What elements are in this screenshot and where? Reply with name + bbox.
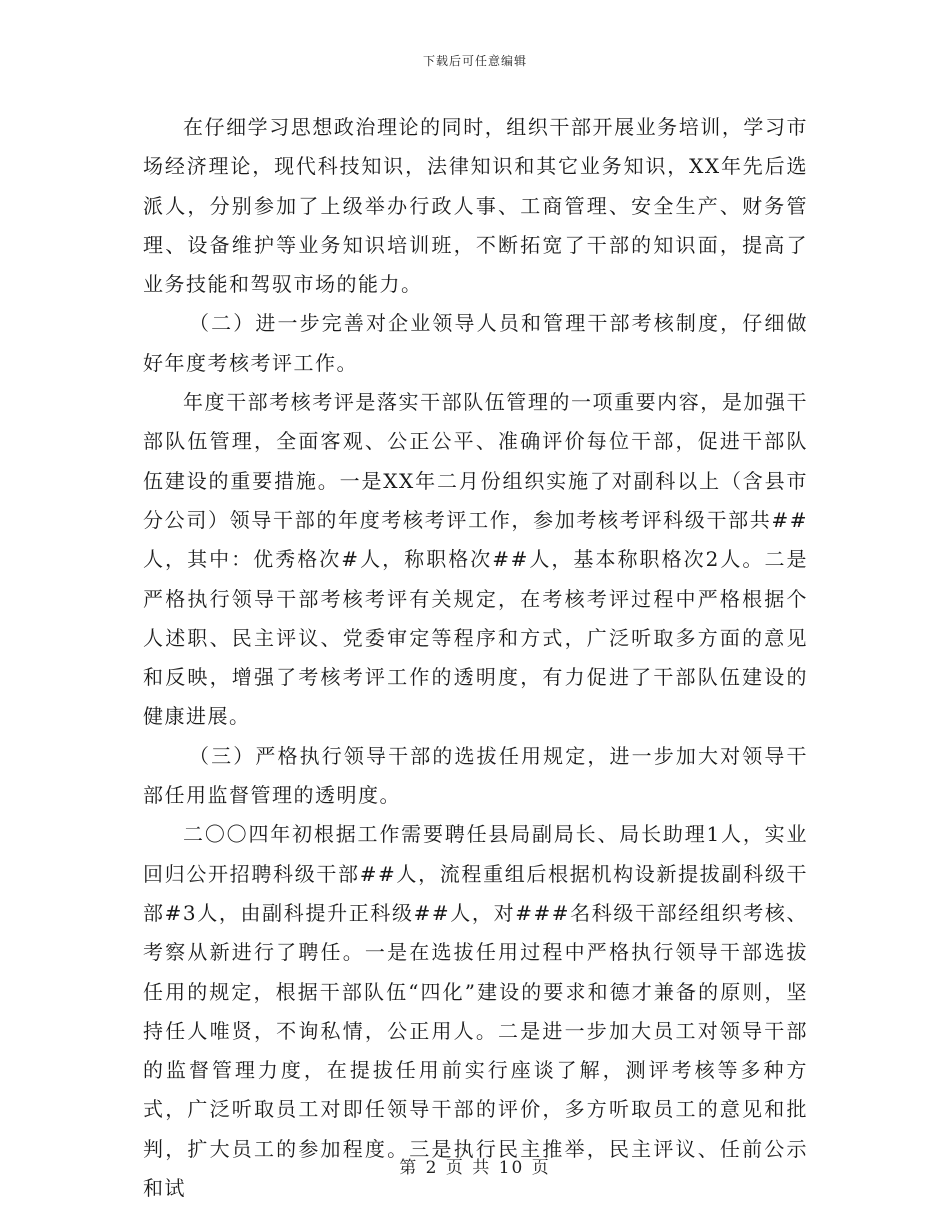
paragraph-appointment: 二〇〇四年初根据工作需要聘任县局副局长、局长助理1人，实业回归公开招聘科级干部##人，流程重组后根据机构设新提拔副科级干部#3人，由副科提升正科级##人，对###名科级干部经组织考核、考察从新进行了聘任。一是在选拔任用过程中严格执行领导干部选拔任用的规定，根据干部队伍“四化”建设的要求和德才兼备的原则，坚持任人唯贤，不询私情，公正用人。二是进一步加大员工对领导干部的监督管理力度，在提拔任用前实行座谈了解，测评考核等多种方式，广泛听取员工对即任领导干部的评价，多方听取员工的意见和批判，扩大员工的参加程度。三是执行民主推举，民主评议、任前公示和试 [143,822,808,1201]
paragraph-annual-assessment: 年度干部考核考评是落实干部队伍管理的一项重要内容，是加强干部队伍管理，全面客观、公正公平、准确评价每位干部，促进干部队伍建设的重要措施。一是XX年二月份组织实施了对副科以上（含县市分公司）领导干部的年度考核考评工作，参加考核考评科级干部共##人，其中：优秀格次#人，称职格次##人，基本称职格次2人。二是严格执行领导干部考核考评有关规定，在考核考评过程中严格根据个人述职、民主评议、党委审定等程序和方式，广泛听取多方面的意见和反映，增强了考核考评工作的透明度，有力促进了干部队伍建设的健康进展。 [143,390,808,729]
section-heading-2: （二）进一步完善对企业领导人员和管理干部考核制度，仔细做好年度考核考评工作。 [143,311,808,375]
page-header-note: 下载后可任意编辑 [422,54,527,68]
page-number: 第 2 页 共 10 页 [399,1158,551,1178]
section-heading-3: （三）严格执行领导干部的选拔任用规定，进一步加大对领导干部任用监督管理的透明度。 [143,743,808,808]
document-body [143,108,808,1208]
paragraph-training: 在仔细学习思想政治理论的同时，组织干部开展业务培训，学习市场经济理论，现代科技知识，法律知识和其它业务知识，XX年先后选派人，分别参加了上级举办行政人事、工商管理、安全生产、财务管理、设备维护等业务知识培训班，不断拓宽了干部的知识面，提高了业务技能和驾驭市场的能力。 [143,115,808,297]
